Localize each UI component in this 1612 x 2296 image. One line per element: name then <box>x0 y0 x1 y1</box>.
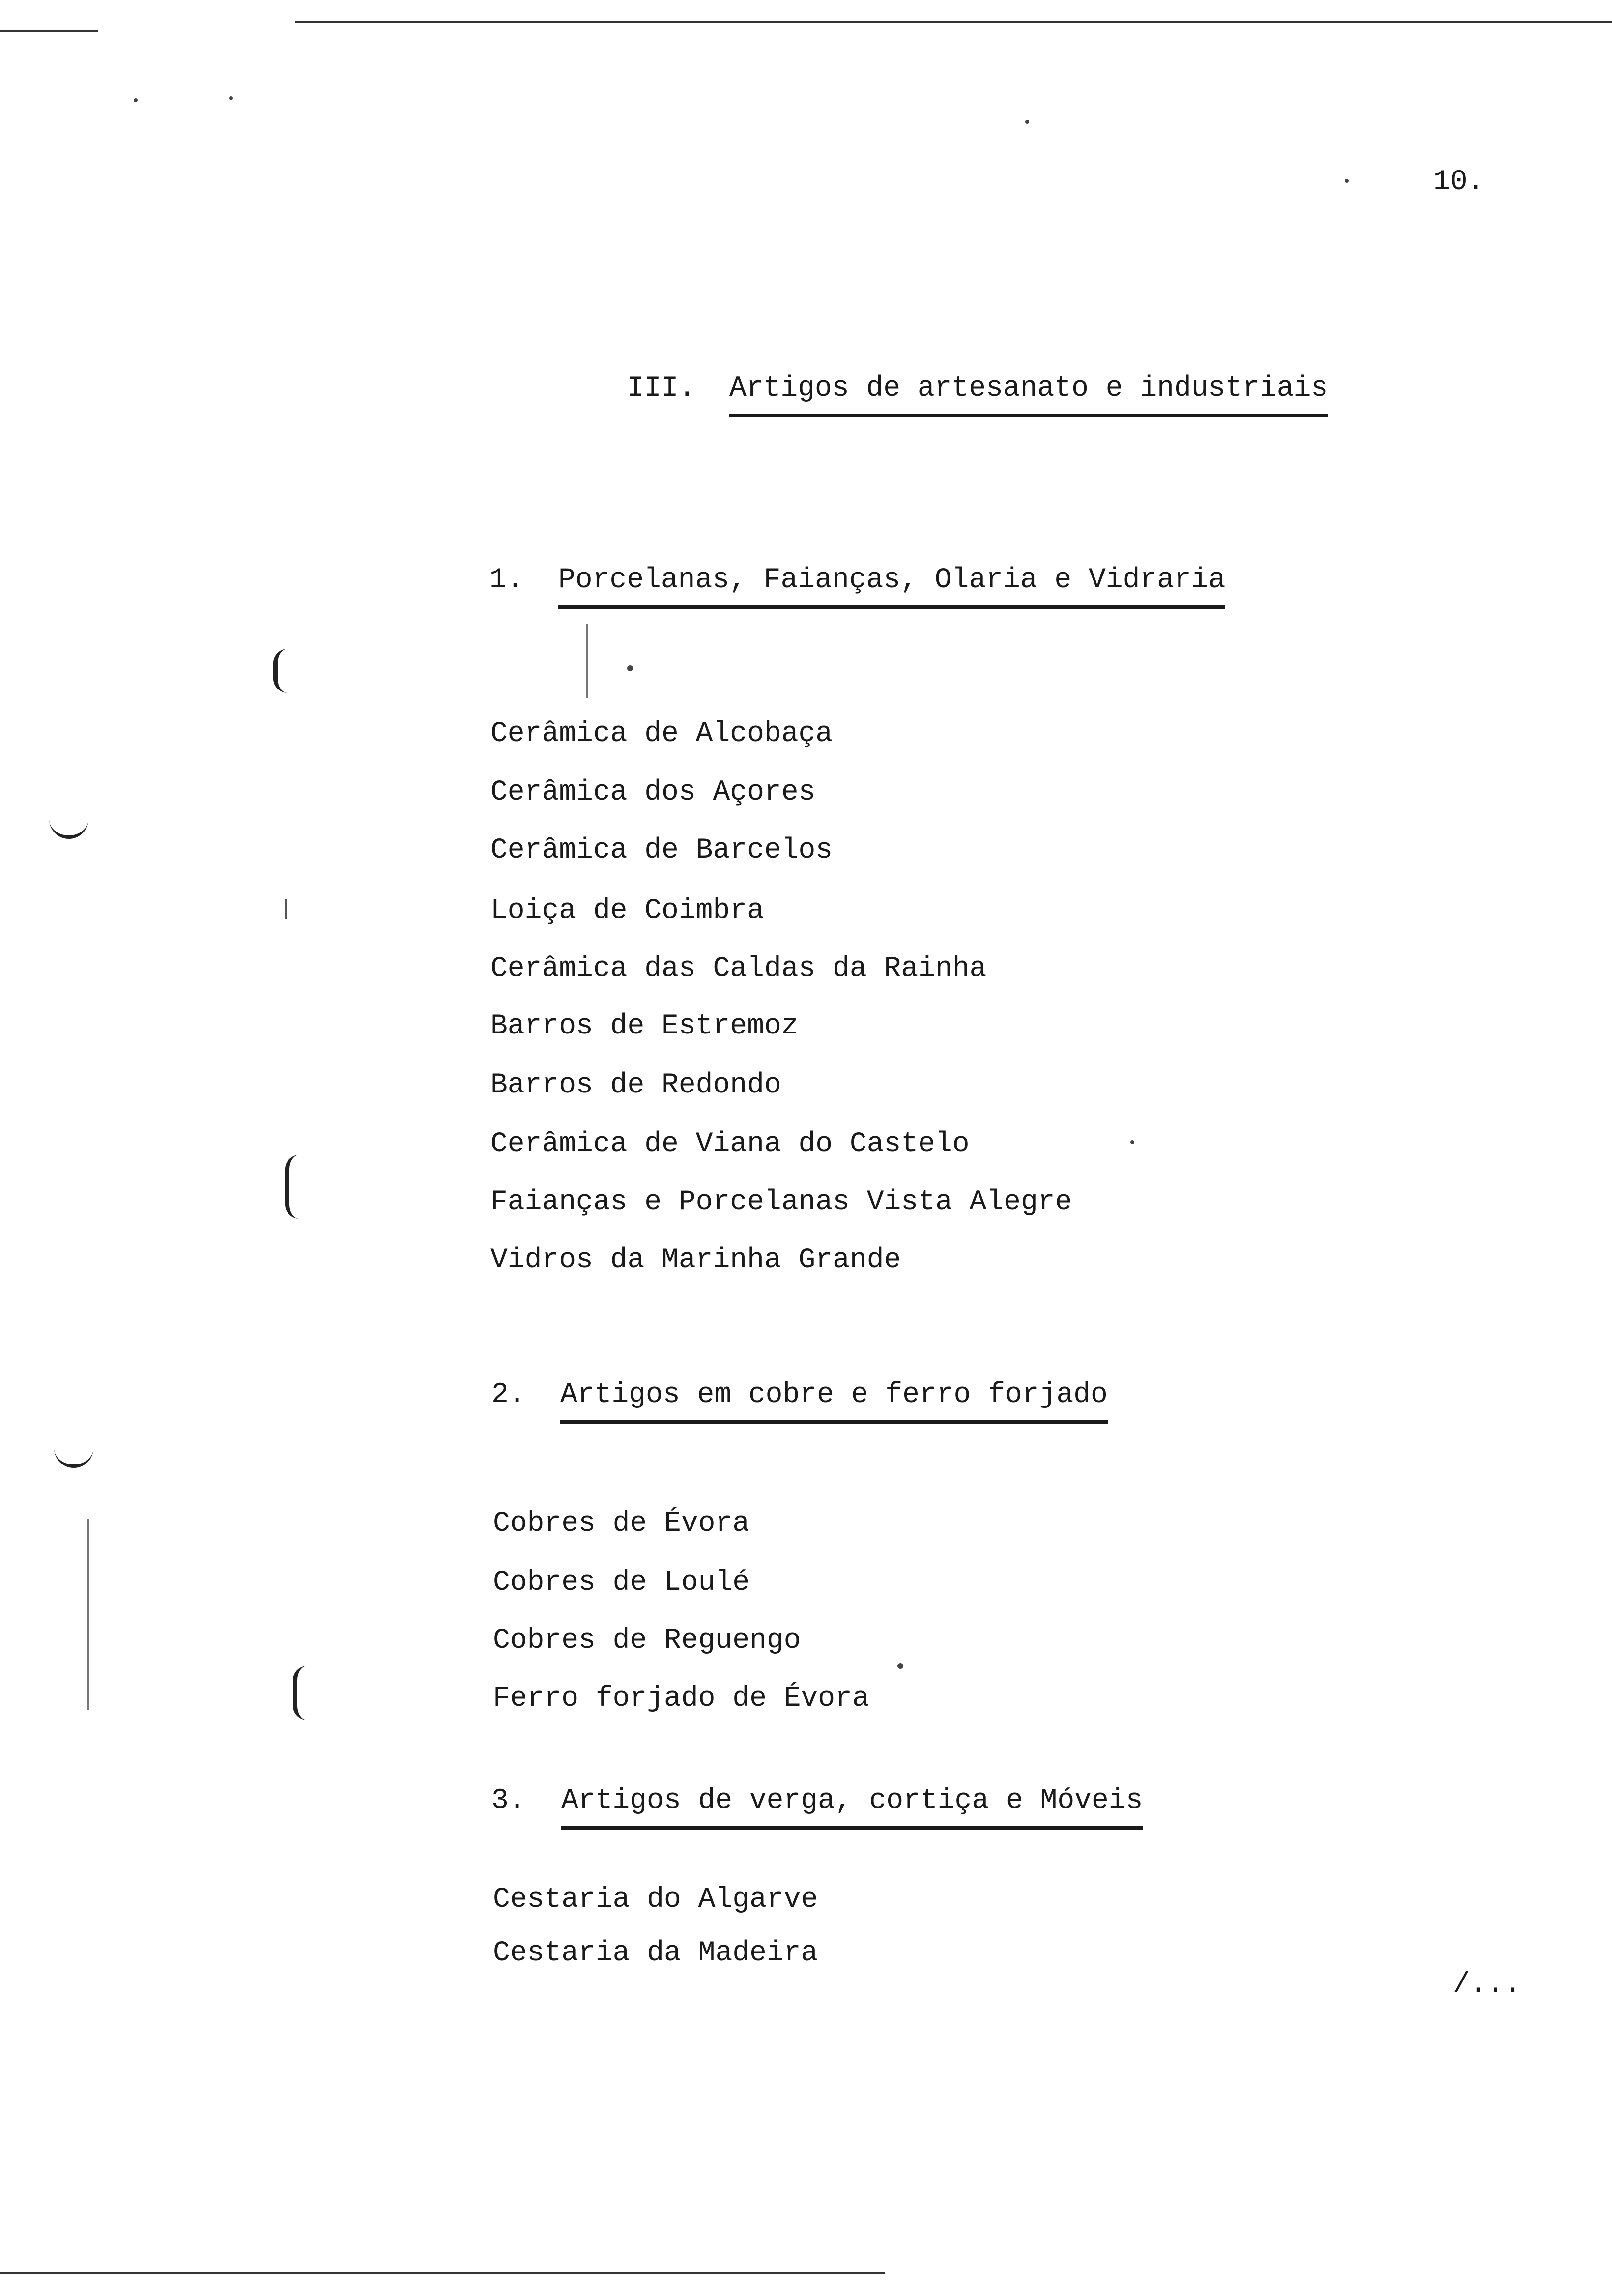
list-item: Faianças e Porcelanas Vista Alegre <box>490 1186 1072 1218</box>
list-item: Cerâmica dos Açores <box>490 776 816 808</box>
pencil-stroke <box>586 624 588 698</box>
list-item: Cerâmica das Caldas da Rainha <box>490 953 987 985</box>
section-heading: Artigos de verga, cortiça e Móveis <box>561 1787 1143 1830</box>
section-number: 3. <box>491 1785 526 1817</box>
page-title: Artigos de artesanato e industriais <box>729 374 1328 417</box>
list-item: Vidros da Marinha Grande <box>490 1244 901 1276</box>
speck <box>897 1663 903 1669</box>
list-item: Cobres de Reguengo <box>493 1625 801 1657</box>
speck <box>1345 179 1349 183</box>
section-number: 2. <box>491 1379 526 1411</box>
margin-bracket-mark <box>273 649 288 693</box>
list-item: Cobres de Loulé <box>493 1567 750 1599</box>
page-number: 10. <box>1433 166 1485 198</box>
speck <box>1130 1140 1134 1144</box>
speck <box>229 96 233 100</box>
section-heading: Artigos em cobre e ferro forjado <box>560 1381 1108 1424</box>
margin-vertical-line <box>87 1519 89 1710</box>
continuation-mark: /... <box>1453 1969 1522 2001</box>
speck <box>134 98 138 102</box>
speck <box>1025 120 1029 124</box>
margin-bracket-mark <box>293 1666 307 1720</box>
list-item: Cestaria da Madeira <box>493 1937 818 1969</box>
top-edge-line <box>295 21 1612 23</box>
list-item: Cerâmica de Alcobaça <box>490 718 833 750</box>
list-item: Cerâmica de Barcelos <box>490 834 833 866</box>
margin-tick-mark <box>54 1440 93 1468</box>
bottom-edge-line <box>0 2272 885 2274</box>
list-item: Barros de Redondo <box>490 1069 781 1101</box>
list-item: Cestaria do Algarve <box>493 1884 818 1916</box>
list-item: Cerâmica de Viana do Castelo <box>490 1128 970 1160</box>
top-left-edge-line <box>0 30 98 32</box>
speck <box>627 665 633 671</box>
section-number: 1. <box>489 564 524 596</box>
list-item: Loiça de Coimbra <box>490 895 764 927</box>
section-heading: Porcelanas, Faianças, Olaria e Vidraria <box>558 566 1225 609</box>
margin-vertical-line <box>285 899 287 919</box>
list-item: Cobres de Évora <box>493 1508 750 1540</box>
title-numeral: III. <box>627 373 696 404</box>
list-item: Ferro forjado de Évora <box>493 1683 869 1715</box>
list-item: Barros de Estremoz <box>490 1010 799 1042</box>
margin-tick-mark <box>49 816 88 839</box>
margin-bracket-mark <box>285 1155 299 1219</box>
